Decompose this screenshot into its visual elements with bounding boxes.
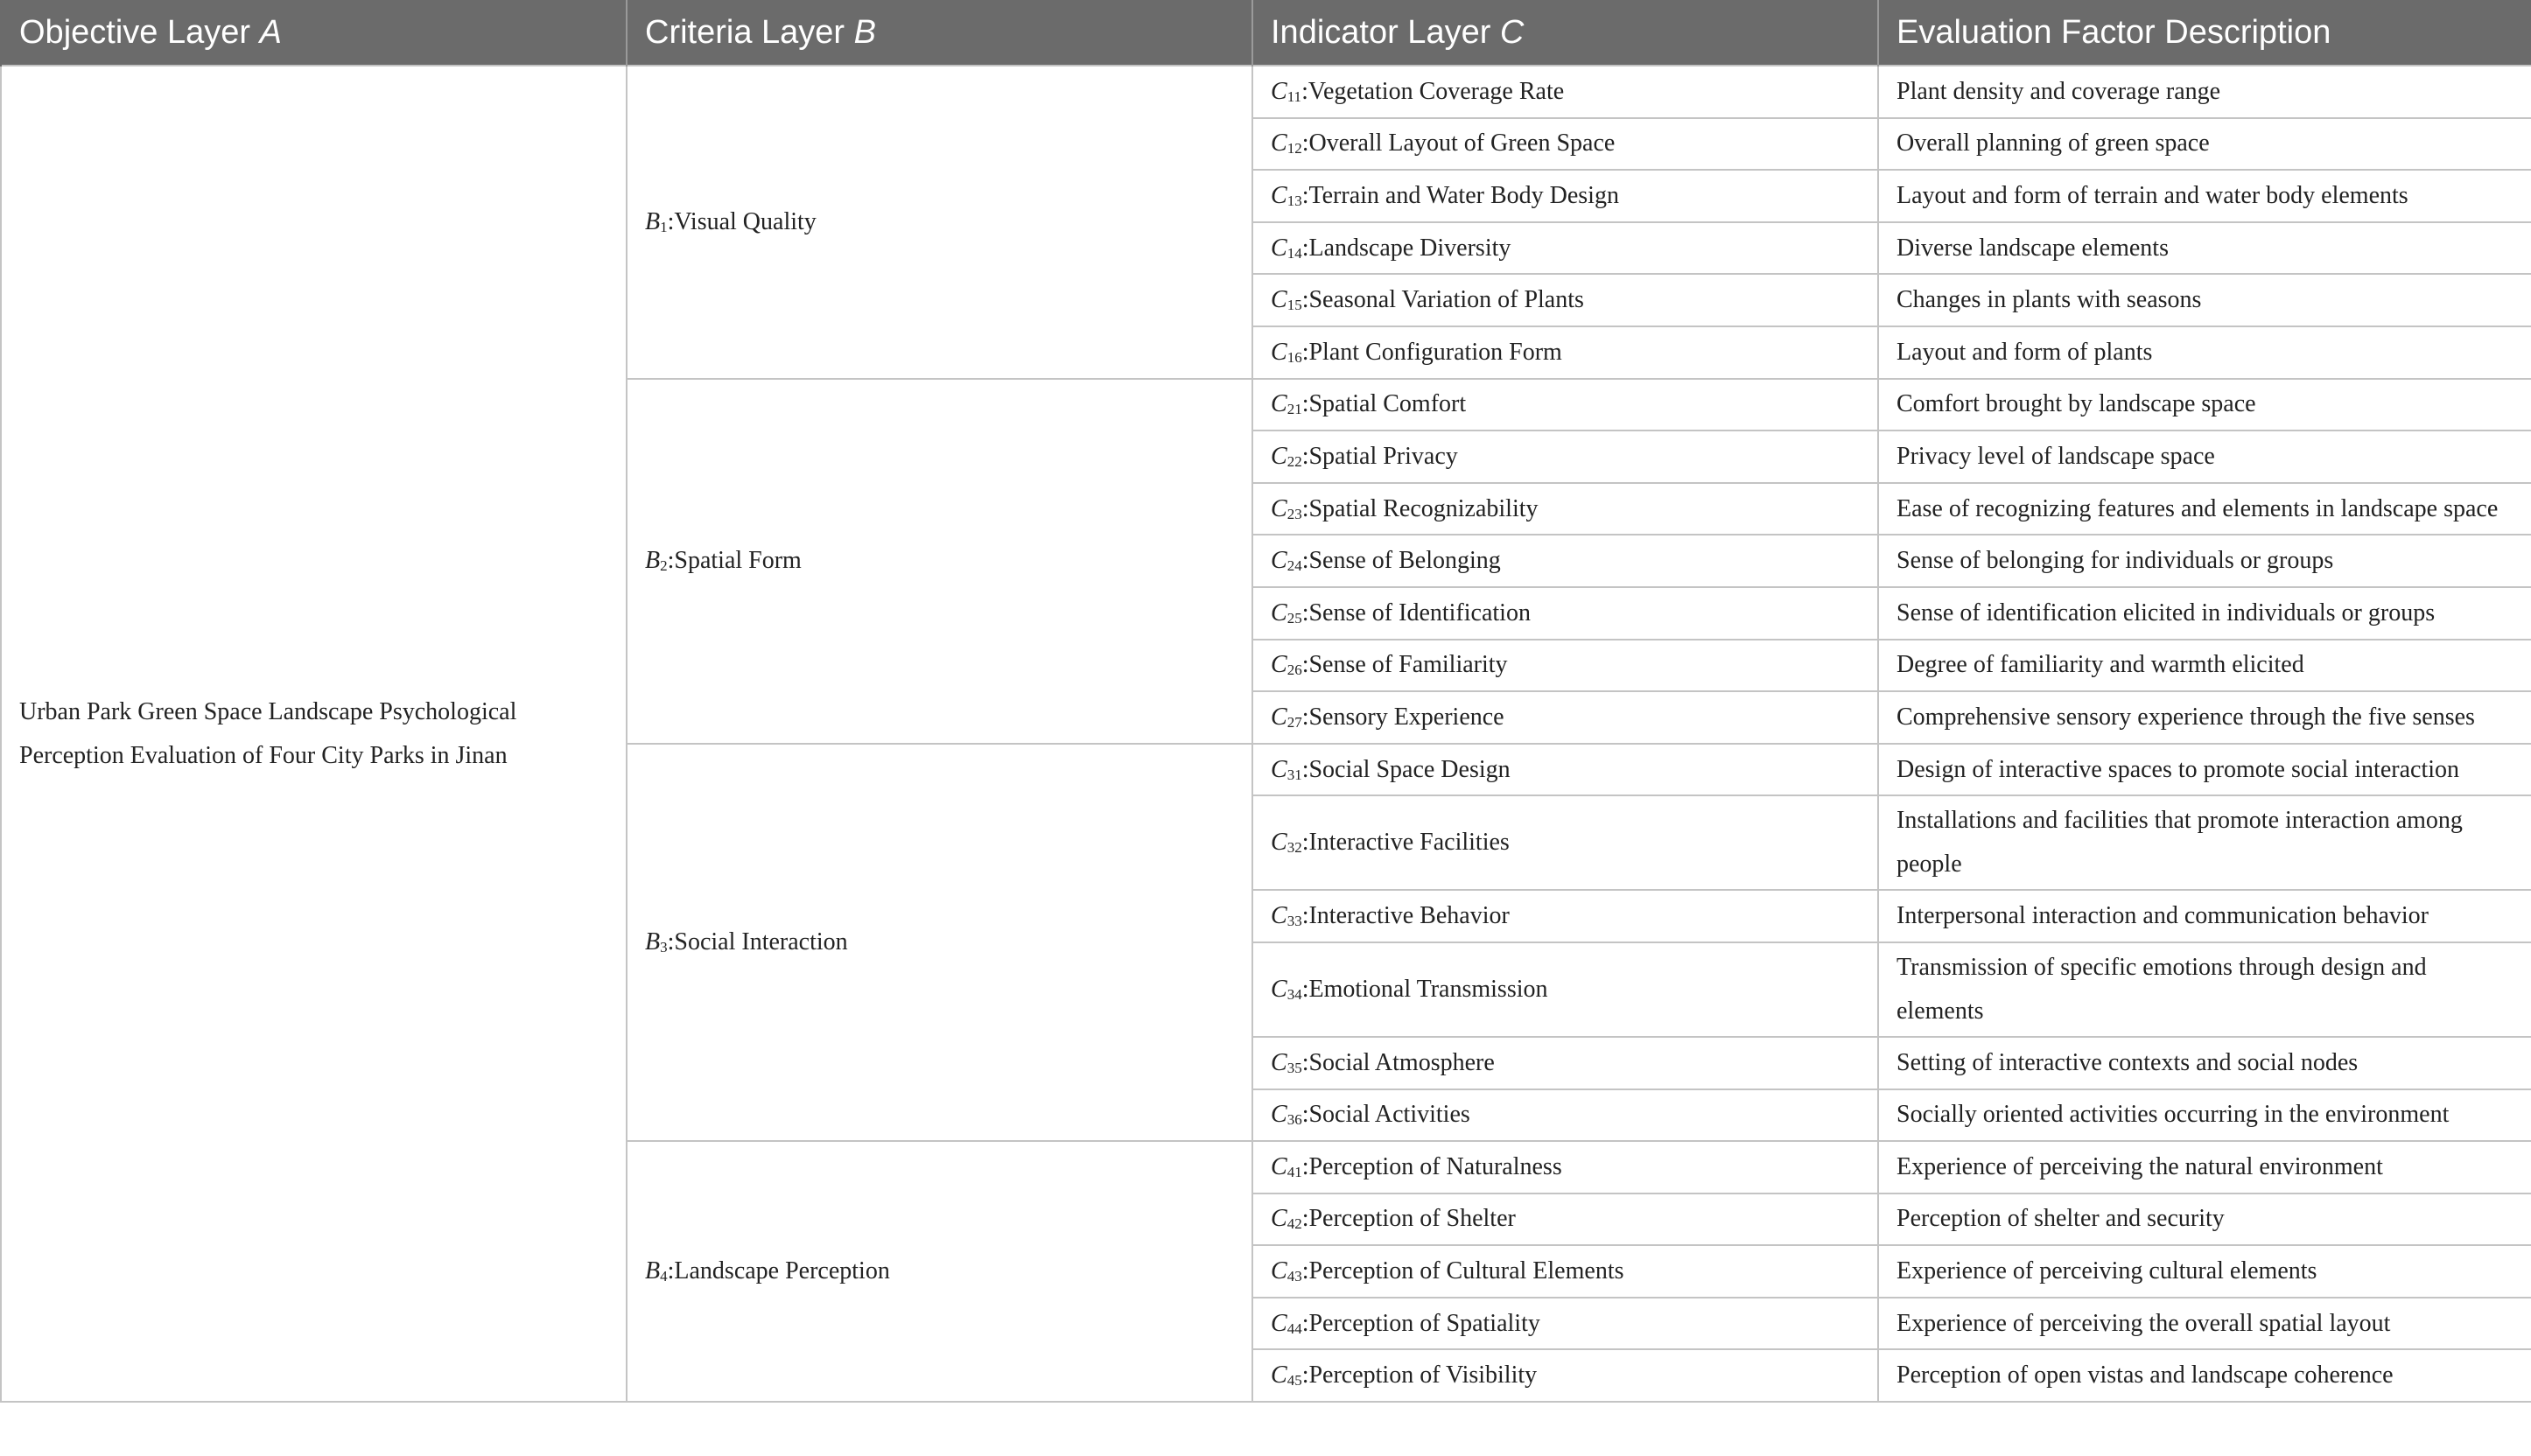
header-indicator-var: C [1499,13,1525,51]
indicator-subscript: 11 [1287,88,1302,105]
indicator-label: :Plant Configuration Form [1301,338,1562,366]
description-cell: Comprehensive sensory experience through the five senses [1878,691,2531,744]
indicator-subscript: 32 [1287,839,1302,857]
indicator-var: C [1271,1048,1287,1076]
criteria-subscript: 2 [660,557,668,575]
description-cell: Transmission of specific emotions through design and elements [1878,942,2531,1037]
indicator-subscript: 23 [1287,505,1302,522]
criteria-label: :Visual Quality [667,207,817,235]
indicator-cell [1252,170,1878,222]
indicator-subscript: 34 [1287,985,1302,1003]
indicator-subscript: 12 [1287,140,1302,158]
indicator-cell [1252,1298,1878,1350]
indicator-label: :Social Space Design [1301,755,1511,783]
indicator-cell [1252,1089,1878,1142]
description-cell: Interpersonal interaction and communication behavior [1878,890,2531,942]
indicator-var: C [1271,755,1287,783]
indicator-subscript: 14 [1287,244,1302,262]
description-cell: Comfort brought by landscape space [1878,379,2531,431]
indicator-cell [1252,1141,1878,1194]
indicator-subscript: 33 [1287,913,1302,930]
indicator-subscript: 25 [1287,609,1302,626]
indicator-var: C [1271,598,1287,626]
indicator-label: :Perception of Visibility [1301,1362,1538,1390]
description-cell: Experience of perceiving cultural elements [1878,1245,2531,1298]
criteria-label: :Social Interaction [667,928,848,956]
description-cell: Ease of recognizing features and elements in landscape space [1878,483,2531,536]
indicator-label: :Spatial Privacy [1301,442,1458,470]
indicator-cell [1252,1349,1878,1402]
table-row [1,66,2531,118]
indicator-var: C [1271,651,1287,679]
indicator-subscript: 13 [1287,192,1302,209]
indicator-cell [1252,118,1878,171]
criteria-label: :Spatial Form [667,547,802,575]
header-evaluation-factor-description: Evaluation Factor Description [1878,0,2531,66]
indicator-var: C [1271,1362,1287,1390]
indicator-label: :Landscape Diversity [1301,234,1511,262]
indicator-cell [1252,66,1878,118]
indicator-label: :Sensory Experience [1301,703,1504,731]
description-cell: Plant density and coverage range [1878,66,2531,118]
indicator-subscript: 35 [1287,1059,1302,1076]
criteria-var: B [645,928,661,956]
indicator-subscript: 16 [1287,348,1302,366]
indicator-label: :Emotional Transmission [1301,975,1548,1003]
indicator-label: :Interactive Facilities [1301,829,1510,857]
indicator-var: C [1271,286,1287,314]
description-cell: Privacy level of landscape space [1878,430,2531,483]
description-cell: Diverse landscape elements [1878,222,2531,275]
indicator-label: :Sense of Identification [1301,598,1531,626]
description-cell: Experience of perceiving the natural environment [1878,1141,2531,1194]
indicator-var: C [1271,234,1287,262]
header-objective-layer [1,0,627,66]
criteria-label: :Landscape Perception [667,1257,890,1285]
indicator-var: C [1271,338,1287,366]
indicator-var: C [1271,829,1287,857]
indicator-var: C [1271,1205,1287,1233]
header-indicator-text: Indicator Layer [1271,13,1500,51]
indicator-label: :Overall Layout of Green Space [1301,130,1616,158]
description-cell: Changes in plants with seasons [1878,274,2531,326]
criteria-cell [627,379,1252,744]
indicator-var: C [1271,130,1287,158]
indicator-subscript: 26 [1287,662,1302,679]
criteria-subscript: 3 [660,938,668,956]
indicator-var: C [1271,1101,1287,1129]
indicator-label: :Sense of Belonging [1301,547,1501,575]
header-row [1,0,2531,66]
indicator-cell [1252,535,1878,587]
indicator-subscript: 27 [1287,713,1302,731]
header-criteria-text: Criteria Layer [645,13,854,51]
indicator-label: :Perception of Naturalness [1301,1152,1562,1180]
indicator-label: :Spatial Recognizability [1301,494,1539,522]
header-criteria-var: B [853,13,876,51]
indicator-cell [1252,691,1878,744]
indicator-var: C [1271,1309,1287,1337]
indicator-label: :Perception of Shelter [1301,1205,1516,1233]
header-indicator-layer [1252,0,1878,66]
criteria-var: B [645,547,661,575]
header-objective-var: A [259,13,282,51]
indicator-cell [1252,744,1878,796]
indicator-subscript: 42 [1287,1215,1302,1233]
description-cell: Degree of familiarity and warmth elicited [1878,640,2531,692]
description-cell: Setting of interactive contexts and social nodes [1878,1037,2531,1089]
indicator-var: C [1271,902,1287,930]
description-cell: Layout and form of terrain and water body elements [1878,170,2531,222]
header-criteria-layer [627,0,1252,66]
criteria-var: B [645,1257,661,1285]
indicator-cell [1252,222,1878,275]
indicator-subscript: 36 [1287,1111,1302,1129]
criteria-subscript: 1 [660,218,668,235]
indicator-cell [1252,1037,1878,1089]
indicator-label: :Perception of Cultural Elements [1301,1257,1624,1285]
indicator-var: C [1271,390,1287,418]
indicator-var: C [1271,1257,1287,1285]
indicator-label: :Social Atmosphere [1301,1048,1495,1076]
indicator-cell [1252,640,1878,692]
table-header [1,0,2531,66]
description-cell: Experience of perceiving the overall spatial layout [1878,1298,2531,1350]
indicator-subscript: 15 [1287,297,1302,314]
description-cell: Overall planning of green space [1878,118,2531,171]
objective-cell: Urban Park Green Space Landscape Psychological Perception Evaluation of Four City Parks in Jinan [1,66,627,1402]
indicator-subscript: 22 [1287,452,1302,470]
indicator-label: :Sense of Familiarity [1301,651,1508,679]
indicator-label: :Vegetation Coverage Rate [1301,77,1565,105]
indicator-label: :Social Activities [1301,1101,1470,1129]
indicator-var: C [1271,181,1287,209]
indicator-cell [1252,274,1878,326]
description-cell: Installations and facilities that promote interaction among people [1878,795,2531,890]
indicator-cell [1252,483,1878,536]
indicator-label: :Terrain and Water Body Design [1301,181,1619,209]
indicator-var: C [1271,1152,1287,1180]
indicator-label: :Seasonal Variation of Plants [1301,286,1584,314]
indicator-subscript: 45 [1287,1372,1302,1390]
indicator-cell [1252,1194,1878,1246]
indicator-var: C [1271,77,1287,105]
indicator-var: C [1271,975,1287,1003]
indicator-subscript: 41 [1287,1163,1302,1180]
indicator-subscript: 21 [1287,401,1302,418]
indicator-label: :Perception of Spatiality [1301,1309,1540,1337]
indicator-subscript: 24 [1287,557,1302,575]
indicator-cell [1252,326,1878,379]
indicator-cell [1252,430,1878,483]
indicator-cell [1252,587,1878,640]
indicator-subscript: 44 [1287,1320,1302,1337]
table-body [1,66,2531,1402]
indicator-cell [1252,1245,1878,1298]
indicator-var: C [1271,494,1287,522]
criteria-cell [627,744,1252,1141]
description-cell: Perception of open vistas and landscape coherence [1878,1349,2531,1402]
indicator-cell [1252,379,1878,431]
indicator-cell [1252,795,1878,890]
description-cell: Design of interactive spaces to promote social interaction [1878,744,2531,796]
description-cell: Perception of shelter and security [1878,1194,2531,1246]
indicator-var: C [1271,703,1287,731]
indicator-subscript: 43 [1287,1268,1302,1285]
indicator-subscript: 31 [1287,766,1302,783]
indicator-label: :Interactive Behavior [1301,902,1510,930]
criteria-var: B [645,207,661,235]
criteria-cell [627,66,1252,379]
header-objective-text: Objective Layer [19,13,260,51]
indicator-cell [1252,942,1878,1037]
criteria-subscript: 4 [660,1268,668,1285]
indicator-label: :Spatial Comfort [1301,390,1467,418]
description-cell: Socially oriented activities occurring in the environment [1878,1089,2531,1142]
indicator-var: C [1271,442,1287,470]
indicator-cell [1252,890,1878,942]
indicator-var: C [1271,547,1287,575]
description-cell: Sense of identification elicited in individuals or groups [1878,587,2531,640]
description-cell: Sense of belonging for individuals or groups [1878,535,2531,587]
description-cell: Layout and form of plants [1878,326,2531,379]
criteria-cell [627,1141,1252,1402]
